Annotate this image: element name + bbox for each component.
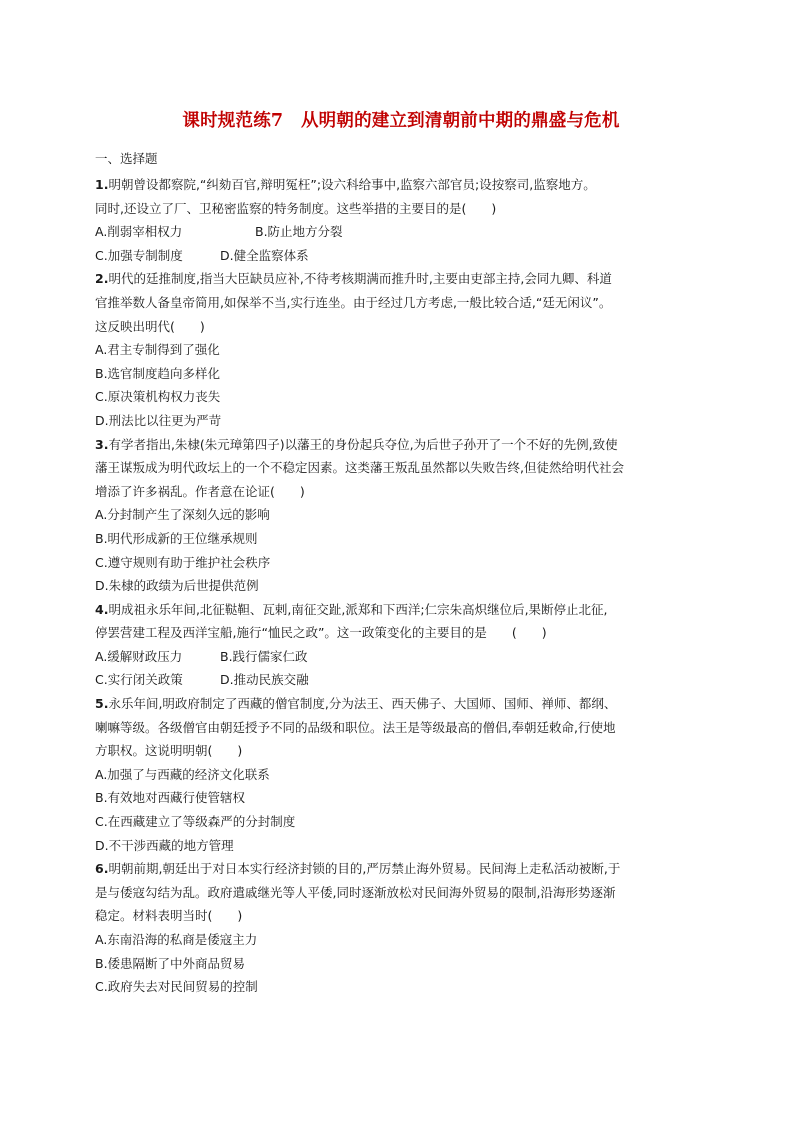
question-line (95, 692, 707, 716)
question-number: 5. (95, 696, 109, 712)
option-d[interactable]: D.刑法比以往更为严苛 (95, 412, 222, 428)
option-d[interactable]: D.不干涉西藏的地方管理 (95, 837, 234, 853)
option-a[interactable]: A.削弱宰相权力 (95, 224, 183, 240)
question-line (95, 857, 707, 881)
question-5 (95, 692, 707, 857)
question-text: 官推举数人备皇帝简用,如保举不当,实行连坐。由于经过几方考虑,一般比较合适,“廷无闲议”。 (95, 294, 612, 310)
question-6 (95, 857, 707, 999)
option-c[interactable]: C.政府失去对民间贸易的控制 (95, 979, 258, 995)
option-c[interactable]: C.遵守规则有助于维护社会秩序 (95, 554, 271, 570)
option-b[interactable]: B.践行儒家仁政 (220, 648, 308, 664)
option-d[interactable]: D.健全监察体系 (220, 247, 309, 263)
question-number: 3. (95, 436, 109, 452)
option-a[interactable]: A.东南沿海的私商是倭寇主力 (95, 932, 258, 947)
option-row (95, 244, 707, 268)
option-b[interactable]: B.防止地方分裂 (255, 224, 343, 240)
option-c[interactable]: C.在西藏建立了等级森严的分封制度 (95, 814, 296, 830)
question-text: 方职权。这说明明朝( ) (95, 743, 243, 759)
option-a[interactable]: A.分封制产生了深刻久远的影响 (95, 507, 270, 523)
question-text: 明成祖永乐年间,北征鞑靼、瓦剌,南征交趾,派郑和下西洋;仁宗朱高炽继位后,果断停止北征, (108, 601, 608, 617)
question-text: 喇嘛等级。各级僧官由朝廷授予不同的品级和职位。法王是等级最高的僧侣,奉朝廷敕命,行使地 (95, 719, 616, 735)
question-1 (95, 173, 707, 267)
question-text: 明代的廷推制度,指当大臣缺员应补,不待考核期满而推升时,主要由吏部主持,会同九卿、科道 (108, 271, 612, 287)
document-page (95, 106, 707, 999)
section-heading: 一、选择题 (95, 151, 158, 166)
question-text: 永乐年间,明政府制定了西藏的僧官制度,分为法王、西天佛子、大国师、国师、禅师、都纲、 (108, 696, 617, 712)
question-number: 4. (95, 601, 109, 617)
question-line (95, 173, 707, 197)
question-text: 增添了许多祸乱。作者意在论证( ) (95, 483, 305, 499)
question-text: 稳定。材料表明当时( ) (95, 908, 243, 924)
option-row (95, 668, 707, 692)
option-d[interactable]: D.朱棣的政绩为后世提供范例 (95, 578, 259, 594)
option-b[interactable]: B.选官制度趋向多样化 (95, 365, 221, 381)
option-row (95, 645, 707, 669)
question-line (95, 598, 707, 622)
question-text: 明朝前期,朝廷出于对日本实行经济封锁的目的,严厉禁止海外贸易。民间海上走私活动被断,于 (108, 861, 621, 877)
question-number: 6. (95, 861, 109, 877)
option-d[interactable]: D.推动民族交融 (220, 672, 309, 688)
option-c[interactable]: C.原决策机构权力丧失 (95, 389, 221, 405)
option-c[interactable]: C.加强专制制度 (95, 247, 183, 263)
option-a[interactable]: A.加强了与西藏的经济文化联系 (95, 766, 270, 782)
question-line (95, 433, 707, 457)
question-text: 明朝曾设都察院,“纠劾百官,辩明冤枉”;设六科给事中,监察六部官员;设按察司,监察地方。 (108, 177, 596, 192)
question-text: 有学者指出,朱棣(朱元璋第四子)以藩王的身份起兵夺位,为后世子孙开了一个不好的先例,致使 (108, 436, 618, 452)
question-text: 藩王谋叛成为明代政坛上的一个不稳定因素。这类藩王叛乱虽然都以失败告终,但徒然给明代社会 (95, 460, 624, 476)
question-2 (95, 267, 707, 432)
question-3 (95, 433, 707, 598)
question-text: 停罢营建工程及西洋宝船,施行“恤民之政”。这一政策变化的主要目的是 ( ) (95, 625, 547, 641)
option-b[interactable]: B.明代形成新的王位继承规则 (95, 530, 258, 546)
question-text: 同时,还设立了厂、卫秘密监察的特务制度。这些举措的主要目的是( ) (95, 200, 497, 216)
question-number: 1. (95, 177, 109, 192)
option-b[interactable]: B.有效地对西藏行使管辖权 (95, 790, 246, 806)
question-number: 2. (95, 271, 109, 287)
question-line (95, 267, 707, 291)
option-b[interactable]: B.倭患隔断了中外商品贸易 (95, 955, 246, 971)
option-c[interactable]: C.实行闭关政策 (95, 672, 183, 688)
question-4 (95, 598, 707, 692)
option-a[interactable]: A.君主专制得到了强化 (95, 342, 220, 358)
option-row (95, 220, 707, 244)
question-text: 是与倭寇勾结为乱。政府遣戚继光等人平倭,同时逐渐放松对民间海外贸易的限制,沿海形势逐渐 (95, 884, 616, 900)
document-title: 课时规范练7 从明朝的建立到清朝前中期的鼎盛与危机 (182, 111, 620, 131)
option-a[interactable]: A.缓解财政压力 (95, 648, 183, 664)
question-text: 这反映出明代( ) (95, 318, 205, 334)
